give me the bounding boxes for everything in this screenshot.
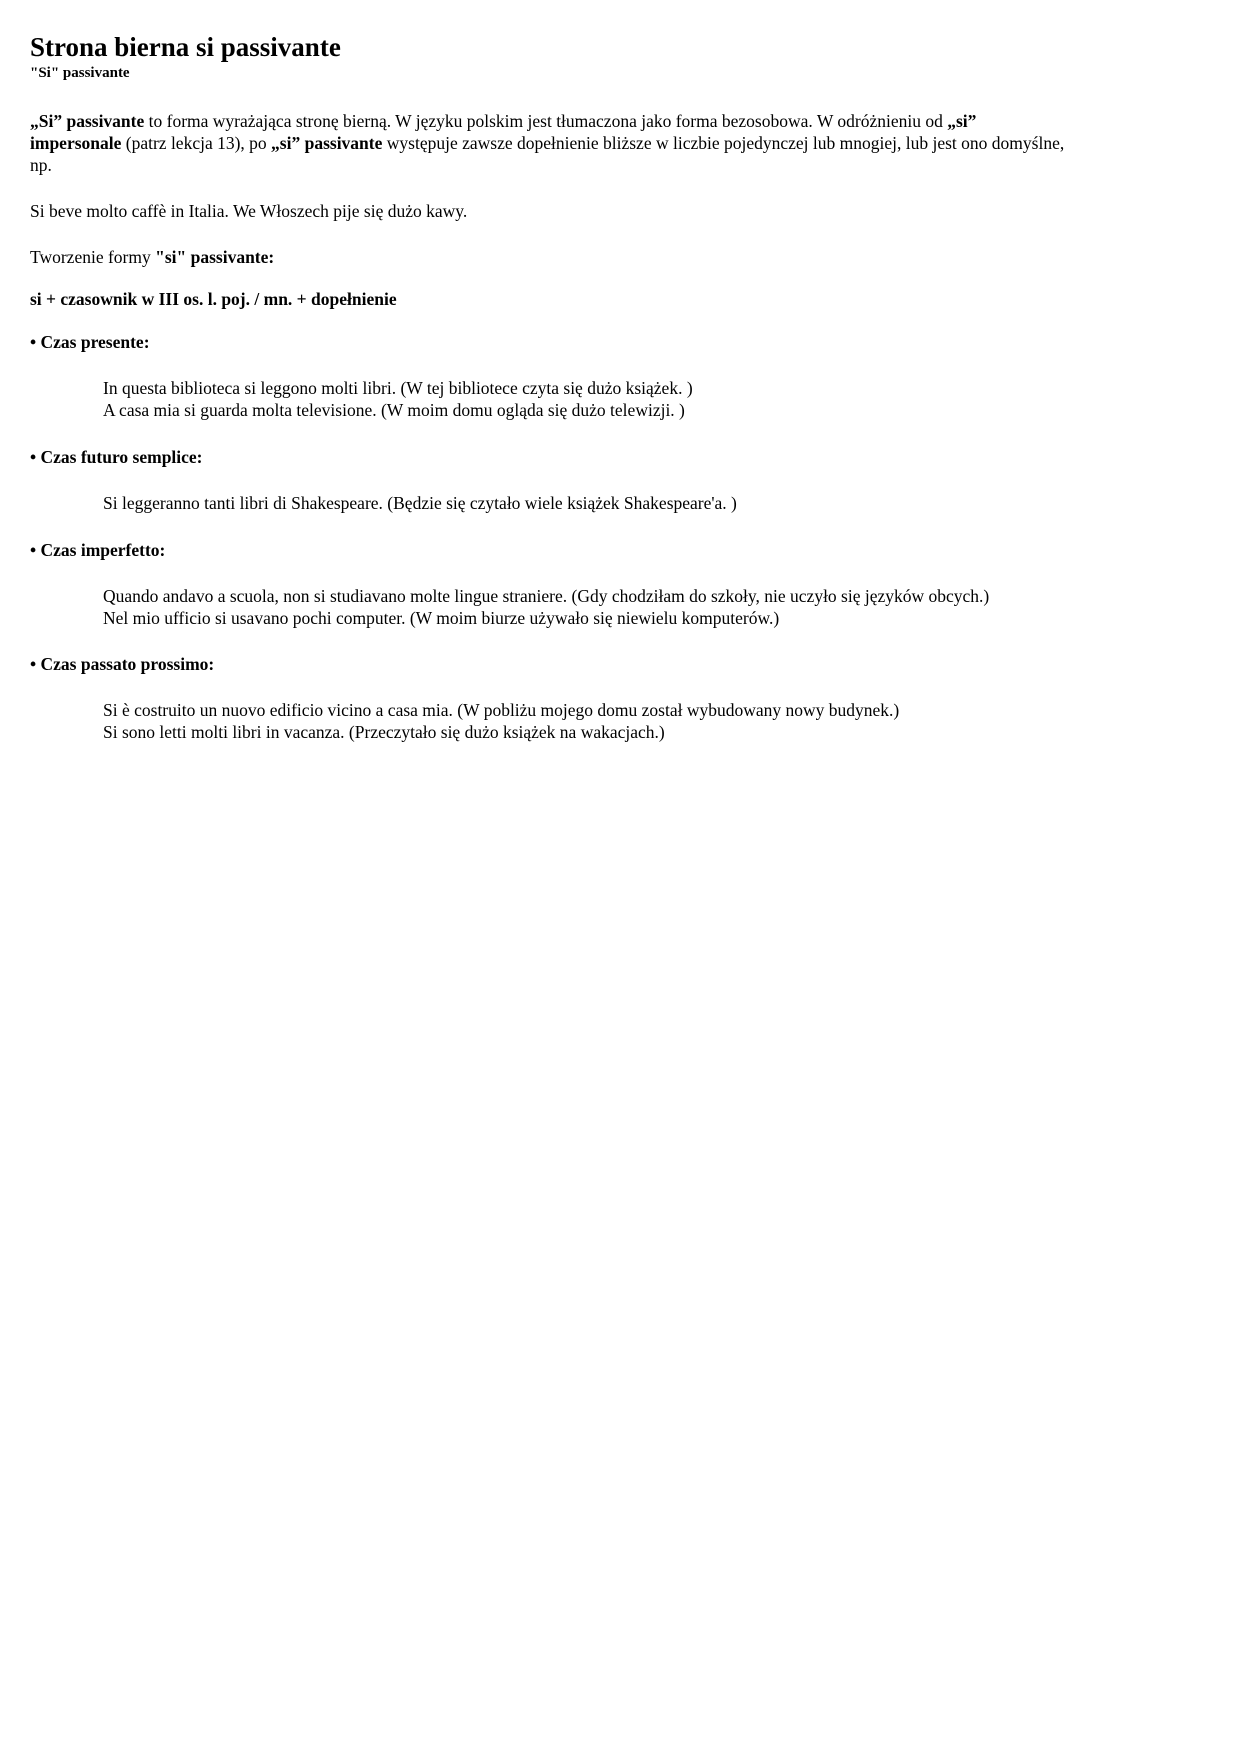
section-examples-passato-prossimo [103,699,899,743]
section-examples-imperfetto [103,585,989,629]
section-heading-imperfetto: • Czas imperfetto: [30,540,166,560]
intro-text-2: (patrz lekcja 13), po [121,133,272,153]
intro-text-3: występuje zawsze dopełnienie bliższe w liczbie pojedynczej lub mnogiej, lub jest ono domyślne, np. [30,133,1065,175]
formation-line [30,246,274,268]
example-line: Si beve molto caffè in Italia. We Włoszech pije się dużo kawy. [30,201,468,221]
section-heading-presente: • Czas presente: [30,332,150,352]
example-sentence: Quando andavo a scuola, non si studiavano molte lingue straniere. (Gdy chodziłam do szkoły, nie uczyło się języków obcych.) [103,586,990,606]
section-heading-passato-prossimo: • Czas passato prossimo: [30,654,215,674]
section-examples-presente [103,377,693,421]
example-sentence: In questa biblioteca si leggono molti libri. (W tej bibliotece czyta się dużo książek. ) [103,378,693,398]
example-sentence: A casa mia si guarda molta televisione. (W moim domu ogląda się dużo telewizji. ) [103,400,685,420]
intro-text-1: to forma wyrażająca stronę bierną. W języku polskim jest tłumaczona jako forma bezosobowa. W odróżnieniu od [144,111,948,131]
example-sentence: Si leggeranno tanti libri di Shakespeare. (Będzie się czytało wiele książek Shakespeare'a. ) [103,493,737,513]
page-title: Strona bierna si passivante [30,32,341,62]
intro-term-si-passivante-2: „si” passivante [271,133,383,153]
example-sentence: Si sono letti molti libri in vacanza. (Przeczytało się dużo książek na wakacjach.) [103,722,665,742]
example-sentence: Si è costruito un nuovo edificio vicino a casa mia. (W pobliżu mojego domu został wybudowany nowy budynek.) [103,700,900,720]
intro-paragraph [30,110,1070,176]
page-subtitle: "Si" passivante [30,65,130,81]
section-examples-futuro-semplice [103,492,737,514]
intro-term-si-impersonale: „si” impersonale [30,111,977,153]
formation-label: Tworzenie formy [30,247,156,267]
intro-term-si-passivante: „Si” passivante [30,111,145,131]
formation-term: "si" passivante: [155,247,275,267]
example-sentence: Nel mio ufficio si usavano pochi computer. (W moim biurze używało się niewielu komputerów.) [103,608,780,628]
section-heading-futuro-semplice: • Czas futuro semplice: [30,447,203,467]
formula-line: si + czasownik w III os. l. poj. / mn. + dopełnienie [30,289,397,309]
